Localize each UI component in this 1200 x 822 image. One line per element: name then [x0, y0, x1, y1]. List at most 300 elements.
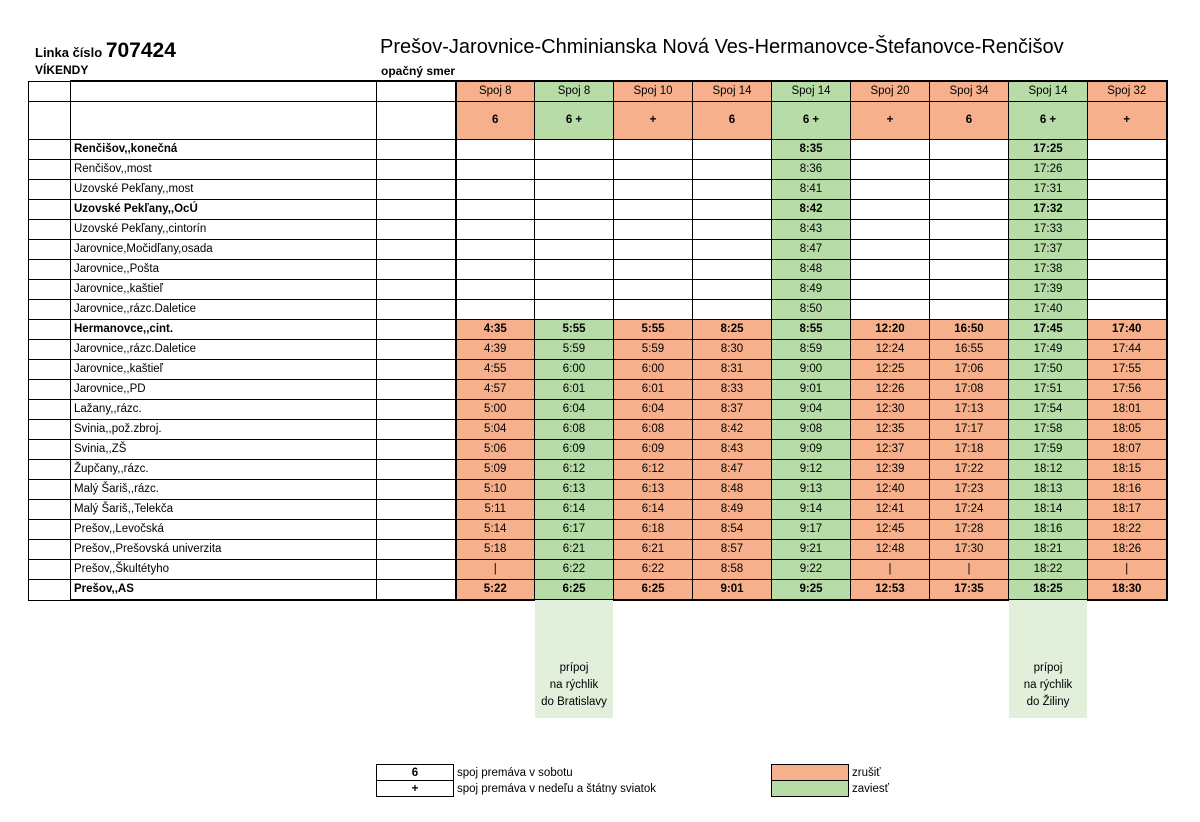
time-cell: 8:25	[693, 320, 772, 340]
blank-cell	[377, 380, 456, 400]
day-code: 6	[930, 102, 1009, 140]
time-cell: 4:57	[456, 380, 535, 400]
time-cell	[1088, 200, 1167, 220]
time-cell: 12:24	[851, 340, 930, 360]
time-cell: 16:55	[930, 340, 1009, 360]
time-cell: 17:30	[930, 540, 1009, 560]
legend-text: spoj premáva v nedeľu a štátny sviatok	[457, 782, 656, 795]
blank-cell	[29, 200, 71, 220]
time-cell: 9:08	[772, 420, 851, 440]
time-cell: 17:39	[1009, 280, 1088, 300]
blank-cell	[377, 500, 456, 520]
time-cell	[851, 220, 930, 240]
stop-name: Renčišov,,konečná	[71, 140, 377, 160]
time-cell: 8:59	[772, 340, 851, 360]
time-cell: 8:36	[772, 160, 851, 180]
legend-text: zrušiť	[852, 766, 881, 779]
table-row	[29, 400, 1167, 420]
time-cell	[930, 300, 1009, 320]
stop-name: Jarovnice,,rázc.Daletice	[71, 300, 377, 320]
legend-text: zaviesť	[852, 782, 889, 795]
time-cell	[693, 220, 772, 240]
table-row	[29, 240, 1167, 260]
time-cell	[693, 260, 772, 280]
time-cell	[851, 280, 930, 300]
day-code: 6	[693, 102, 772, 140]
time-cell: 18:05	[1088, 420, 1167, 440]
blank-cell	[29, 440, 71, 460]
day-code: +	[1088, 102, 1167, 140]
time-cell: 12:26	[851, 380, 930, 400]
time-cell: 12:45	[851, 520, 930, 540]
time-cell: 12:35	[851, 420, 930, 440]
time-cell: 17:59	[1009, 440, 1088, 460]
blank-cell	[29, 560, 71, 580]
day-code: 6 +	[535, 102, 614, 140]
legend-symbol: +	[377, 781, 454, 797]
time-cell	[851, 260, 930, 280]
blank-cell	[377, 180, 456, 200]
time-cell	[456, 240, 535, 260]
time-cell: 9:13	[772, 480, 851, 500]
time-cell: 8:37	[693, 400, 772, 420]
time-cell	[693, 280, 772, 300]
time-cell	[535, 160, 614, 180]
time-cell	[930, 180, 1009, 200]
time-cell: |	[1088, 560, 1167, 580]
time-cell	[930, 240, 1009, 260]
header-row-code	[29, 102, 1167, 140]
day-code: 6 +	[772, 102, 851, 140]
note-line: do Žiliny	[1026, 696, 1070, 708]
time-cell	[535, 260, 614, 280]
spoj-header: Spoj 34	[930, 81, 1009, 102]
days-label: VÍKENDY	[35, 63, 89, 77]
day-code: +	[614, 102, 693, 140]
blank-cell	[29, 540, 71, 560]
time-cell: 5:00	[456, 400, 535, 420]
time-cell: 17:28	[930, 520, 1009, 540]
time-cell: 9:09	[772, 440, 851, 460]
blank-cell	[29, 160, 71, 180]
time-cell: 6:21	[614, 540, 693, 560]
day-code: +	[851, 102, 930, 140]
cancel-swatch	[772, 765, 849, 781]
table-row	[29, 300, 1167, 320]
time-cell: |	[456, 560, 535, 580]
line-number: 707424	[105, 39, 176, 62]
spoj-header: Spoj 14	[1009, 81, 1088, 102]
time-cell: 5:22	[456, 580, 535, 601]
blank-cell	[29, 240, 71, 260]
time-cell: 16:50	[930, 320, 1009, 340]
time-cell: 6:13	[614, 480, 693, 500]
blank-cell	[377, 81, 456, 102]
connection-note-zilina	[1009, 600, 1087, 718]
time-cell: 17:37	[1009, 240, 1088, 260]
time-cell: 6:22	[535, 560, 614, 580]
symbol-legend	[376, 764, 656, 797]
time-cell	[851, 240, 930, 260]
time-cell: 9:22	[772, 560, 851, 580]
time-cell: 6:01	[614, 380, 693, 400]
table-row	[29, 580, 1167, 601]
blank-cell	[71, 102, 377, 140]
time-cell: 4:55	[456, 360, 535, 380]
time-cell: 6:01	[535, 380, 614, 400]
blank-cell	[377, 480, 456, 500]
stop-name: Jarovnice,,kaštieľ	[71, 280, 377, 300]
stop-name: Uzovské Pekľany,,cintorín	[71, 220, 377, 240]
time-cell: 5:04	[456, 420, 535, 440]
time-cell: 12:20	[851, 320, 930, 340]
table-row	[29, 560, 1167, 580]
blank-cell	[29, 480, 71, 500]
time-cell: 17:40	[1088, 320, 1167, 340]
time-cell: 17:44	[1088, 340, 1167, 360]
stop-name: Jarovnice,Močidľany,osada	[71, 240, 377, 260]
table-row	[29, 320, 1167, 340]
note-line: do Bratislavy	[541, 696, 607, 708]
time-cell	[930, 260, 1009, 280]
time-cell: 12:53	[851, 580, 930, 601]
time-cell: 6:17	[535, 520, 614, 540]
stop-name: Uzovské Pekľany,,most	[71, 180, 377, 200]
time-cell: 17:23	[930, 480, 1009, 500]
time-cell: 17:40	[1009, 300, 1088, 320]
time-cell	[614, 300, 693, 320]
blank-cell	[29, 300, 71, 320]
time-cell: 17:35	[930, 580, 1009, 601]
time-cell: 8:35	[772, 140, 851, 160]
blank-cell	[29, 420, 71, 440]
time-cell	[535, 200, 614, 220]
blank-cell	[377, 160, 456, 180]
table-row	[29, 440, 1167, 460]
table-row	[29, 420, 1167, 440]
blank-cell	[377, 102, 456, 140]
time-cell: 18:26	[1088, 540, 1167, 560]
table-row	[29, 200, 1167, 220]
spoj-header: Spoj 10	[614, 81, 693, 102]
time-cell: 9:17	[772, 520, 851, 540]
table-row	[29, 500, 1167, 520]
time-cell: 18:16	[1009, 520, 1088, 540]
time-cell: 8:47	[693, 460, 772, 480]
time-cell: 8:43	[772, 220, 851, 240]
stop-name: Prešov,,Škultétyho	[71, 560, 377, 580]
time-cell: 9:01	[772, 380, 851, 400]
spoj-header: Spoj 20	[851, 81, 930, 102]
time-cell: 8:54	[693, 520, 772, 540]
time-cell	[614, 160, 693, 180]
time-cell	[535, 300, 614, 320]
time-cell	[851, 160, 930, 180]
time-cell: 9:00	[772, 360, 851, 380]
time-cell	[1088, 300, 1167, 320]
time-cell: 5:11	[456, 500, 535, 520]
time-cell: 12:48	[851, 540, 930, 560]
blank-cell	[29, 520, 71, 540]
table-row	[29, 260, 1167, 280]
time-cell	[851, 140, 930, 160]
time-cell: 9:14	[772, 500, 851, 520]
table-row	[29, 480, 1167, 500]
blank-cell	[29, 580, 71, 601]
blank-cell	[29, 380, 71, 400]
time-cell: 6:08	[614, 420, 693, 440]
time-cell	[930, 160, 1009, 180]
note-line: na rýchlik	[1023, 679, 1073, 691]
blank-cell	[29, 280, 71, 300]
stop-name: Malý Šariš,,Telekča	[71, 500, 377, 520]
time-cell	[535, 180, 614, 200]
table-row	[29, 460, 1167, 480]
time-cell	[456, 180, 535, 200]
time-cell: 5:14	[456, 520, 535, 540]
table-row	[29, 340, 1167, 360]
note-line: prípoj	[559, 662, 589, 674]
spoj-header: Spoj 8	[456, 81, 535, 102]
blank-cell	[377, 140, 456, 160]
time-cell: 6:21	[535, 540, 614, 560]
time-cell: 9:12	[772, 460, 851, 480]
day-code: 6 +	[1009, 102, 1088, 140]
direction-label: opačný smer	[381, 64, 456, 78]
time-cell: 17:50	[1009, 360, 1088, 380]
time-cell	[456, 300, 535, 320]
blank-cell	[377, 320, 456, 340]
time-cell	[930, 140, 1009, 160]
blank-cell	[29, 220, 71, 240]
blank-cell	[377, 260, 456, 280]
time-cell: 5:59	[614, 340, 693, 360]
blank-cell	[71, 81, 377, 102]
time-cell	[930, 220, 1009, 240]
time-cell: 17:51	[1009, 380, 1088, 400]
time-cell: 4:35	[456, 320, 535, 340]
stop-name: Jarovnice,,Pošta	[71, 260, 377, 280]
time-cell: |	[930, 560, 1009, 580]
time-cell: 18:01	[1088, 400, 1167, 420]
time-cell	[614, 140, 693, 160]
time-cell: 8:31	[693, 360, 772, 380]
time-cell	[693, 240, 772, 260]
blank-cell	[377, 420, 456, 440]
time-cell	[614, 180, 693, 200]
stop-name: Lažany,,rázc.	[71, 400, 377, 420]
time-cell: 17:33	[1009, 220, 1088, 240]
time-cell: 17:13	[930, 400, 1009, 420]
time-cell: 6:08	[535, 420, 614, 440]
time-cell: 18:22	[1009, 560, 1088, 580]
time-cell: 5:55	[535, 320, 614, 340]
time-cell: 18:21	[1009, 540, 1088, 560]
note-line: na rýchlik	[549, 679, 599, 691]
stop-name: Svinia,,ZŠ	[71, 440, 377, 460]
blank-cell	[377, 540, 456, 560]
time-cell: 8:55	[772, 320, 851, 340]
time-cell: 8:30	[693, 340, 772, 360]
time-cell: 6:00	[535, 360, 614, 380]
time-cell	[614, 280, 693, 300]
time-cell: 17:31	[1009, 180, 1088, 200]
time-cell: 17:18	[930, 440, 1009, 460]
time-cell: 6:25	[614, 580, 693, 601]
blank-cell	[377, 560, 456, 580]
legend-text: spoj premáva v sobotu	[457, 766, 573, 779]
time-cell	[1088, 240, 1167, 260]
time-cell: 17:54	[1009, 400, 1088, 420]
time-cell: 4:39	[456, 340, 535, 360]
spoj-header: Spoj 32	[1088, 81, 1167, 102]
time-cell: 18:22	[1088, 520, 1167, 540]
time-cell	[1088, 140, 1167, 160]
legend-row	[772, 765, 889, 781]
time-cell: 17:22	[930, 460, 1009, 480]
time-cell	[851, 180, 930, 200]
time-cell: 8:48	[772, 260, 851, 280]
blank-cell	[377, 580, 456, 601]
time-cell: 17:26	[1009, 160, 1088, 180]
time-cell: 17:49	[1009, 340, 1088, 360]
spoj-header: Spoj 14	[772, 81, 851, 102]
time-cell: 6:13	[535, 480, 614, 500]
blank-cell	[377, 240, 456, 260]
blank-cell	[29, 500, 71, 520]
time-cell: 12:40	[851, 480, 930, 500]
time-cell: 5:18	[456, 540, 535, 560]
time-cell: 6:09	[535, 440, 614, 460]
time-cell: 6:04	[535, 400, 614, 420]
route-title: Prešov-Jarovnice-Chminianska Nová Ves-Hermanovce-Štefanovce-Renčišov	[380, 36, 1064, 58]
time-cell: 5:06	[456, 440, 535, 460]
timetable	[28, 80, 1168, 601]
time-cell: 17:45	[1009, 320, 1088, 340]
blank-cell	[29, 360, 71, 380]
time-cell: 17:58	[1009, 420, 1088, 440]
time-cell: 18:15	[1088, 460, 1167, 480]
time-cell: 12:39	[851, 460, 930, 480]
stop-name: Prešov,,Levočská	[71, 520, 377, 540]
time-cell: 8:33	[693, 380, 772, 400]
table-row	[29, 540, 1167, 560]
line-label	[35, 39, 176, 63]
time-cell: 8:43	[693, 440, 772, 460]
time-cell: 5:55	[614, 320, 693, 340]
blank-cell	[377, 400, 456, 420]
time-cell	[535, 280, 614, 300]
time-cell	[456, 160, 535, 180]
time-cell	[930, 280, 1009, 300]
time-cell: 6:12	[614, 460, 693, 480]
time-cell: 8:58	[693, 560, 772, 580]
stop-name: Svinia,,pož.zbroj.	[71, 420, 377, 440]
time-cell: 5:59	[535, 340, 614, 360]
stop-name: Prešov,,AS	[71, 580, 377, 601]
blank-cell	[377, 200, 456, 220]
time-cell	[693, 200, 772, 220]
legend-row	[772, 781, 889, 797]
stop-name: Malý Šariš,,rázc.	[71, 480, 377, 500]
blank-cell	[29, 460, 71, 480]
time-cell: 9:01	[693, 580, 772, 601]
blank-cell	[29, 180, 71, 200]
stop-name: Jarovnice,,kaštieľ	[71, 360, 377, 380]
time-cell: 8:48	[693, 480, 772, 500]
time-cell: 6:12	[535, 460, 614, 480]
time-cell: 6:14	[535, 500, 614, 520]
time-cell: 18:16	[1088, 480, 1167, 500]
stop-name: Jarovnice,,rázc.Daletice	[71, 340, 377, 360]
introduce-swatch	[772, 781, 849, 797]
time-cell: 12:37	[851, 440, 930, 460]
blank-cell	[29, 320, 71, 340]
stop-name: Hermanovce,,cint.	[71, 320, 377, 340]
time-cell: 8:49	[693, 500, 772, 520]
blank-cell	[29, 102, 71, 140]
time-cell: 18:13	[1009, 480, 1088, 500]
time-cell: 5:10	[456, 480, 535, 500]
time-cell	[693, 160, 772, 180]
time-cell: 6:14	[614, 500, 693, 520]
stop-name: Renčišov,,most	[71, 160, 377, 180]
time-cell: 9:04	[772, 400, 851, 420]
day-code: 6	[456, 102, 535, 140]
time-cell	[1088, 220, 1167, 240]
time-cell: 8:47	[772, 240, 851, 260]
time-cell	[614, 240, 693, 260]
time-cell: 17:25	[1009, 140, 1088, 160]
blank-cell	[377, 280, 456, 300]
time-cell	[535, 240, 614, 260]
time-cell: 12:41	[851, 500, 930, 520]
time-cell	[693, 140, 772, 160]
stop-name: Prešov,,Prešovská univerzita	[71, 540, 377, 560]
time-cell	[930, 200, 1009, 220]
time-cell: 8:50	[772, 300, 851, 320]
time-cell	[693, 180, 772, 200]
time-cell: 17:38	[1009, 260, 1088, 280]
time-cell	[1088, 180, 1167, 200]
stop-name: Župčany,,rázc.	[71, 460, 377, 480]
time-cell	[614, 200, 693, 220]
stop-name: Jarovnice,,PD	[71, 380, 377, 400]
blank-cell	[377, 460, 456, 480]
time-cell: 18:07	[1088, 440, 1167, 460]
blank-cell	[29, 81, 71, 102]
time-cell: 6:22	[614, 560, 693, 580]
time-cell	[851, 200, 930, 220]
time-cell	[535, 220, 614, 240]
time-cell: |	[851, 560, 930, 580]
blank-cell	[377, 520, 456, 540]
time-cell: 6:18	[614, 520, 693, 540]
time-cell	[614, 260, 693, 280]
spoj-header: Spoj 8	[535, 81, 614, 102]
time-cell: 17:55	[1088, 360, 1167, 380]
blank-cell	[377, 300, 456, 320]
time-cell: 8:57	[693, 540, 772, 560]
time-cell: 18:14	[1009, 500, 1088, 520]
table-row	[29, 520, 1167, 540]
color-legend	[771, 764, 889, 797]
time-cell: 12:25	[851, 360, 930, 380]
time-cell	[1088, 160, 1167, 180]
time-cell: 18:12	[1009, 460, 1088, 480]
blank-cell	[29, 140, 71, 160]
time-cell: 6:25	[535, 580, 614, 601]
